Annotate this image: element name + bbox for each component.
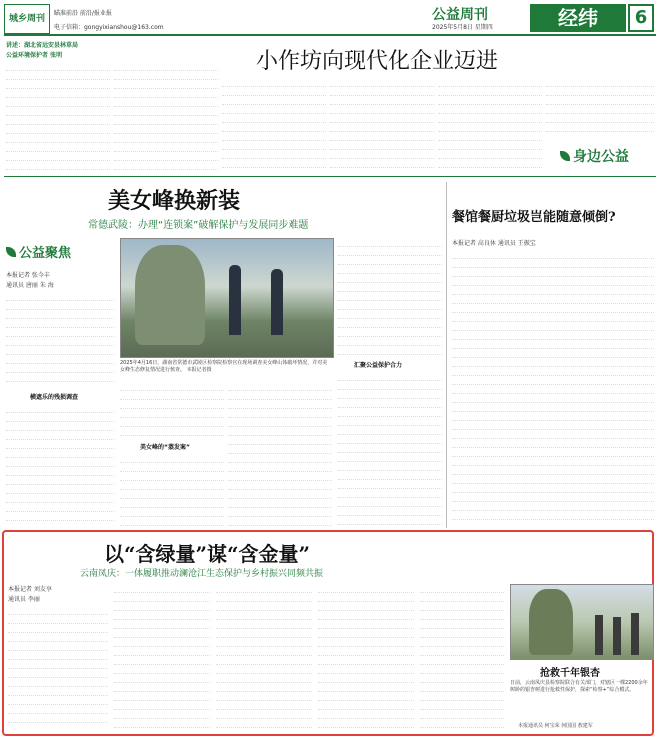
top-body-col4 — [330, 78, 434, 170]
green-photo — [510, 584, 654, 660]
waste-headline: 餐馆餐厨垃圾岂能随意倾倒? — [452, 210, 616, 225]
beauty-column-label — [6, 242, 71, 261]
top-body-col1 — [6, 62, 110, 170]
date-line: 2025年5月8日 星期四 — [432, 24, 493, 31]
top-body-col2 — [114, 62, 218, 170]
top-body-col6 — [546, 78, 654, 138]
top-section-rule — [4, 176, 656, 177]
green-caption-text: 日前，云南凤庆县检察院联合有关部门，对辖区一棵2200余年树龄的银杏树进行抢救性保护，探索“检察+”综合模式。 — [510, 680, 648, 693]
waste-byline: 本报记者 高良休 通讯员 王振宝 — [452, 240, 536, 247]
beauty-body-col4 — [338, 238, 442, 356]
leaf-icon — [6, 247, 16, 257]
tree-shape — [529, 589, 573, 655]
green-subhead: 云南凤庆：一体履职推动澜沧江生态保护与乡村振兴同频共振 — [80, 569, 324, 579]
top-headline: 小作坊向现代化企业迈进 — [256, 49, 499, 74]
leaf-icon — [560, 151, 570, 161]
person-figure — [229, 265, 241, 335]
beauty-body-col4b — [338, 372, 442, 528]
column-label-side — [560, 146, 629, 166]
beauty-section-title-2: 美女峰的“蒸发案” — [140, 444, 190, 451]
beauty-body-col1 — [6, 292, 114, 388]
green-body-col1 — [8, 606, 108, 730]
masthead-sub: 瞄准前沿 前沿/报业报 — [54, 10, 112, 17]
section-banner — [530, 4, 626, 32]
beauty-body-col2b — [120, 454, 224, 528]
top-body-col3 — [222, 78, 326, 170]
tree-shape — [135, 245, 205, 345]
page-number-text: 6 — [634, 7, 648, 28]
email-label: 电子信箱：gongyixianshou@163.com — [54, 24, 164, 31]
masthead-logo — [4, 4, 50, 34]
beauty-photo — [120, 238, 334, 358]
beauty-byline-1: 本报记者 张今丰 — [6, 272, 50, 279]
logo-text: 城乡周刊 — [8, 14, 45, 24]
paper-name: 公益周刊 — [432, 7, 488, 23]
green-bottom-credit: 本报通讯员 何宝荣 何国国 敖建军 — [518, 723, 593, 729]
person-figure — [631, 613, 639, 655]
person-figure — [271, 269, 283, 335]
green-byline-2: 通讯员 李丽 — [8, 596, 40, 603]
person-figure — [595, 615, 603, 655]
beauty-body-col2 — [120, 382, 224, 438]
beauty-photo-caption: 2025年4月16日，湖南省常德市武陵区检察院检察官在现场调查美女峰山体破坏情况，并对美女峰生态修复情况进行核查。 本报记者摄 — [120, 360, 328, 373]
masthead-rule — [4, 34, 656, 36]
waste-body — [452, 250, 654, 528]
top-body-col5 — [438, 78, 542, 170]
beauty-section-title-1: 横遮乐的残损调查 — [30, 394, 79, 401]
beauty-body-col1b — [6, 404, 114, 528]
beauty-byline-2: 通讯员 唐丽 朱 海 — [6, 282, 54, 289]
green-headline: 以“含绿量”谋“含金量” — [104, 542, 311, 566]
beauty-section-title-3: 汇聚公益保护合力 — [354, 362, 403, 369]
top-kicker-2: 公益环境保护者 张明 — [6, 52, 63, 59]
top-kicker: 讲述：湖北省远安县林草局 — [6, 42, 79, 49]
green-body-col3 — [216, 584, 312, 730]
green-byline-1: 本报记者 刘友享 — [8, 586, 52, 593]
beauty-body-col3 — [228, 382, 332, 528]
person-figure — [613, 617, 621, 655]
column-label-text: 公益聚焦 — [19, 246, 72, 261]
section-title: 经纬 — [558, 6, 598, 30]
waste-column-label: 身边公益 — [573, 149, 629, 165]
beauty-subhead: 常德武陵：办理“连锁案”破解保护与发展同步难题 — [88, 220, 309, 231]
waste-divider — [446, 182, 447, 528]
green-photo-caption: 抢救千年银杏 — [540, 668, 600, 679]
beauty-headline: 美女峰换新装 — [108, 188, 241, 214]
page-number — [628, 4, 654, 32]
green-body-col2 — [114, 584, 210, 730]
green-body-col5 — [420, 584, 504, 730]
green-body-col4 — [318, 584, 414, 730]
